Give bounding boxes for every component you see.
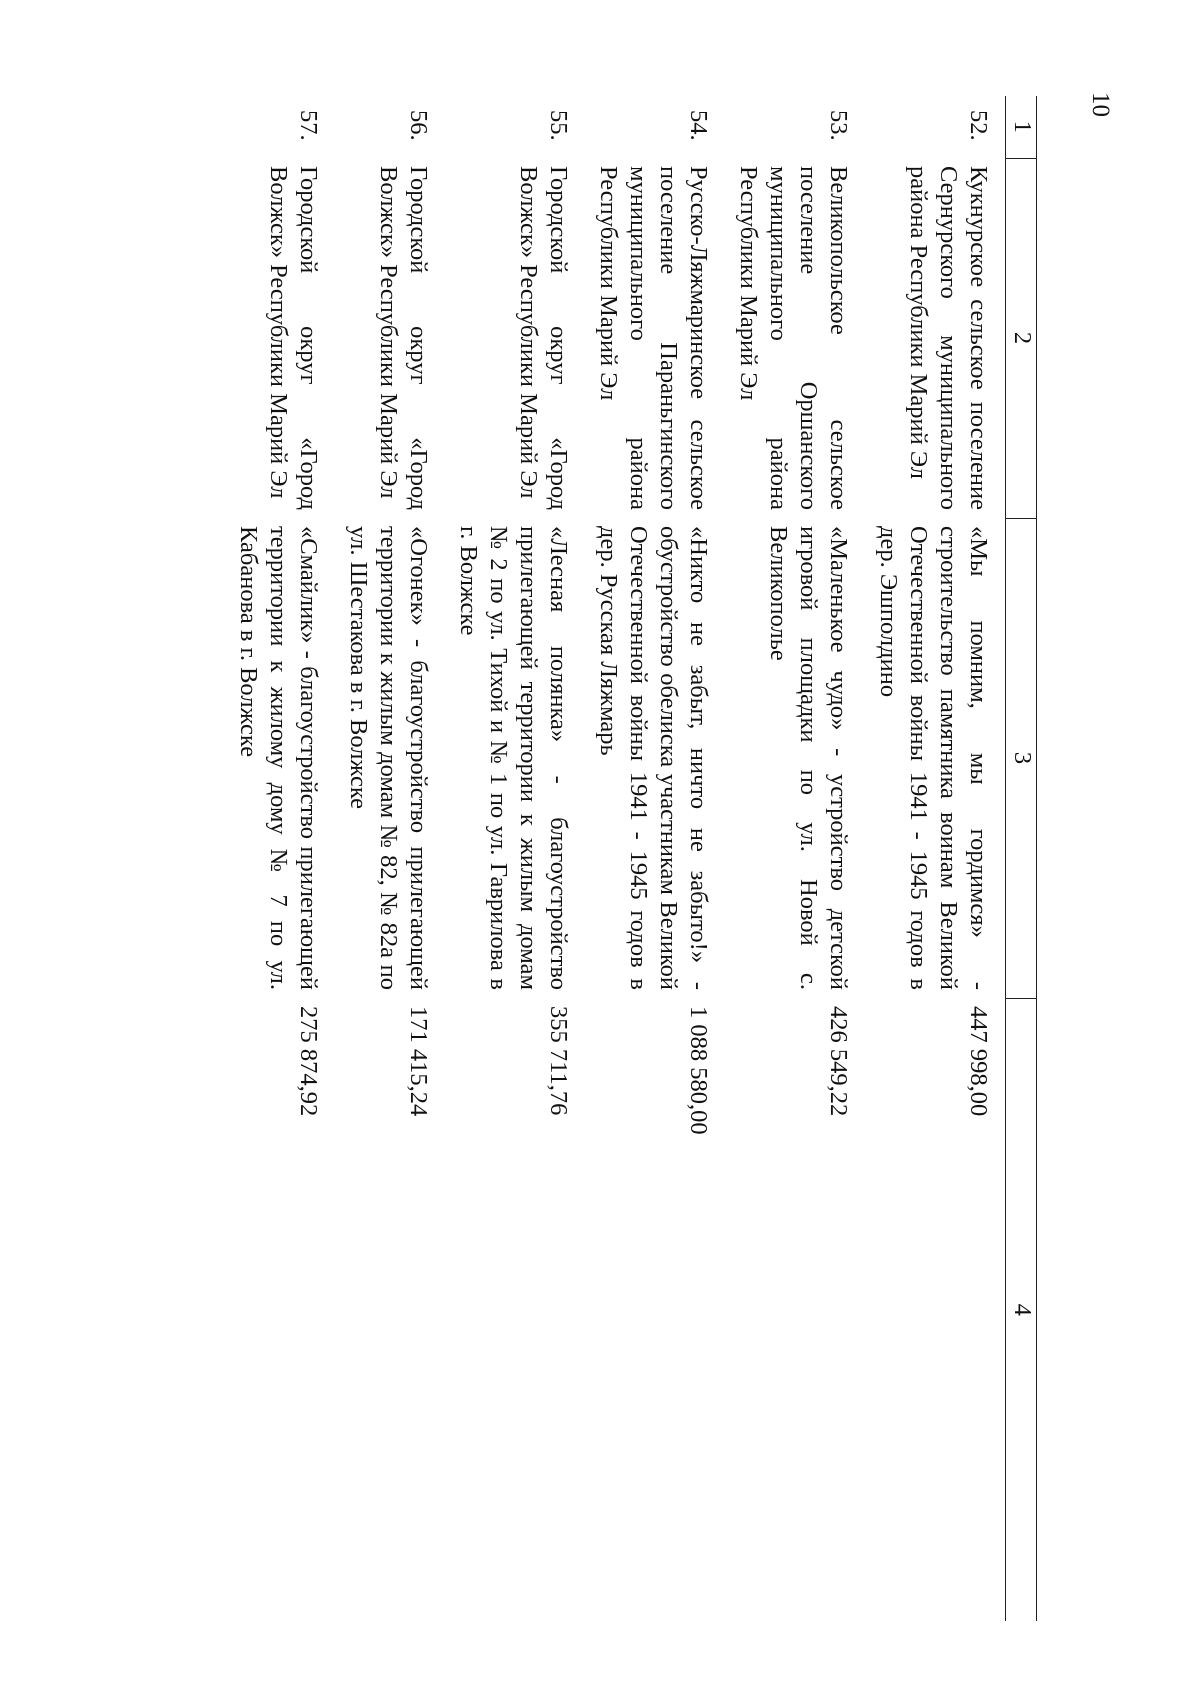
header-col-1: 1 — [1006, 96, 1037, 158]
table-row — [445, 96, 585, 1621]
project-cell: «Огонек» - благоустройство прилегающей территории к жилым домам № 82, № 82а по ул. Шестакова в г. Волжске — [345, 526, 432, 990]
amount-cell: 426 549,22 — [825, 1006, 852, 1117]
table-row — [221, 96, 335, 1621]
municipality-cell: Городской округ «Город Волжск» Республики Марий Эл — [375, 166, 432, 510]
table-row — [725, 96, 865, 1621]
amount-cell: 355 711,76 — [545, 1006, 572, 1116]
rotated-table-sheet — [192, 96, 1037, 1621]
page-number — [1087, 92, 1154, 152]
table-body — [221, 96, 1006, 1621]
header-row — [1006, 96, 1037, 1621]
amount-cell: 447 998,00 — [965, 1006, 992, 1117]
page-number-text: 10 — [1087, 92, 1114, 117]
table-row — [335, 96, 445, 1621]
grants-table — [221, 96, 1037, 1621]
project-cell: «Маленькое чудо» - устройство детской игровой площадки по ул. Новой с. Великополье — [765, 526, 852, 990]
municipality-cell: Великопольское сельское поселение Оршанского муниципального района Республики Марий Эл — [735, 166, 852, 510]
header-col-2: 2 — [1006, 158, 1037, 518]
project-cell: «Мы помним, мы гордимся» - строительство памятника воинам Великой Отечественной войны 1941 - 1945 годов в дер. Эшполдино — [875, 526, 992, 990]
municipality-cell: Кукнурское сельское поселение Сернурского муниципального района Республики Марий Эл — [905, 166, 992, 510]
row-number: 52. — [965, 110, 992, 141]
project-cell: «Никто не забыт, ничто не забыто!» - обустройство обелиска участникам Великой Отечественной войны 1941 - 1945 годов в дер. Русская Ляжмарь — [595, 526, 712, 990]
row-number: 54. — [685, 110, 712, 141]
municipality-cell: Городской округ «Город Волжск» Республики Марий Эл — [515, 166, 572, 510]
header-col-3: 3 — [1006, 518, 1037, 998]
municipality-cell: Русско-Ляжмаринское сельское поселение Параньгинского муниципального района Республики Марий Эл — [595, 166, 712, 510]
project-cell: «Смайлик» - благоустройство прилегающей территории к жилому дому № 7 по ул. Кабанова в г. Волжске — [235, 526, 322, 990]
amount-cell: 171 415,24 — [405, 1006, 432, 1117]
project-cell: «Лесная полянка» - благоустройство прилегающей территории к жилым домам № 2 по ул. Тихой и № 1 по ул. Гаврилова в г. Волжске — [455, 526, 572, 990]
municipality-cell: Городской округ «Город Волжск» Республики Марий Эл — [265, 166, 322, 510]
table-row — [585, 96, 725, 1621]
row-number: 53. — [825, 110, 852, 141]
amount-cell: 1 088 580,00 — [685, 1006, 712, 1135]
table-row — [865, 96, 1006, 1621]
amount-cell: 275 874,92 — [295, 1006, 322, 1117]
table-header — [1006, 96, 1037, 1621]
row-number: 55. — [545, 110, 572, 141]
row-number: 57. — [295, 110, 322, 141]
row-number: 56. — [405, 110, 432, 141]
header-col-4: 4 — [1006, 998, 1037, 1621]
